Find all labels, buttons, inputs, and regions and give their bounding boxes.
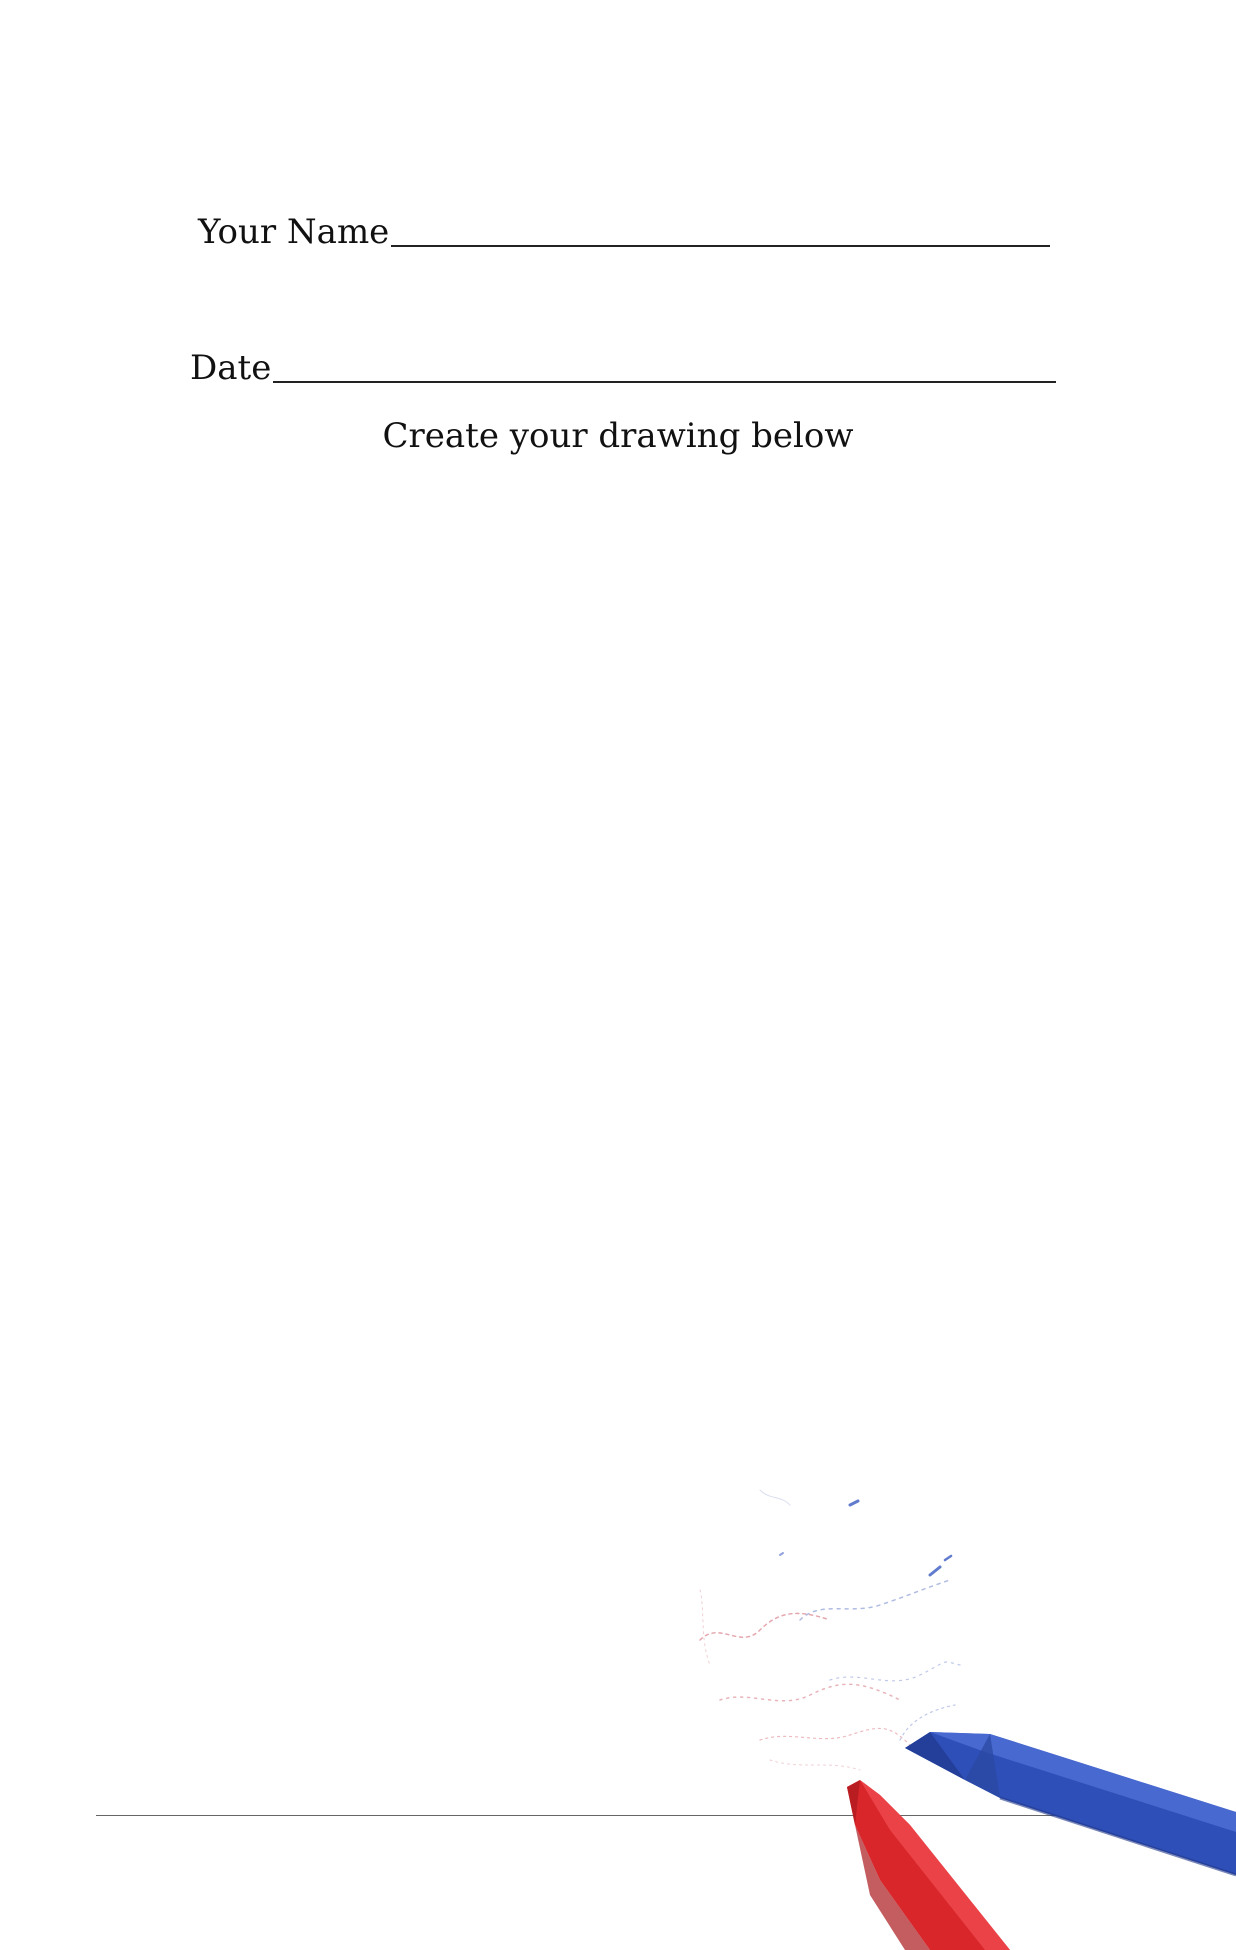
red-crayon	[847, 1780, 1010, 1950]
drawing-instruction: Create your drawing below	[382, 416, 854, 456]
name-label: Your Name	[198, 212, 390, 252]
scribble-marks	[700, 1490, 960, 1770]
footer-divider	[96, 1815, 1056, 1816]
date-write-line	[273, 380, 1056, 383]
name-write-line	[391, 244, 1050, 247]
date-field	[190, 348, 1056, 388]
name-field	[198, 212, 1050, 252]
blue-crayon	[905, 1732, 1236, 1875]
date-label: Date	[190, 348, 272, 388]
